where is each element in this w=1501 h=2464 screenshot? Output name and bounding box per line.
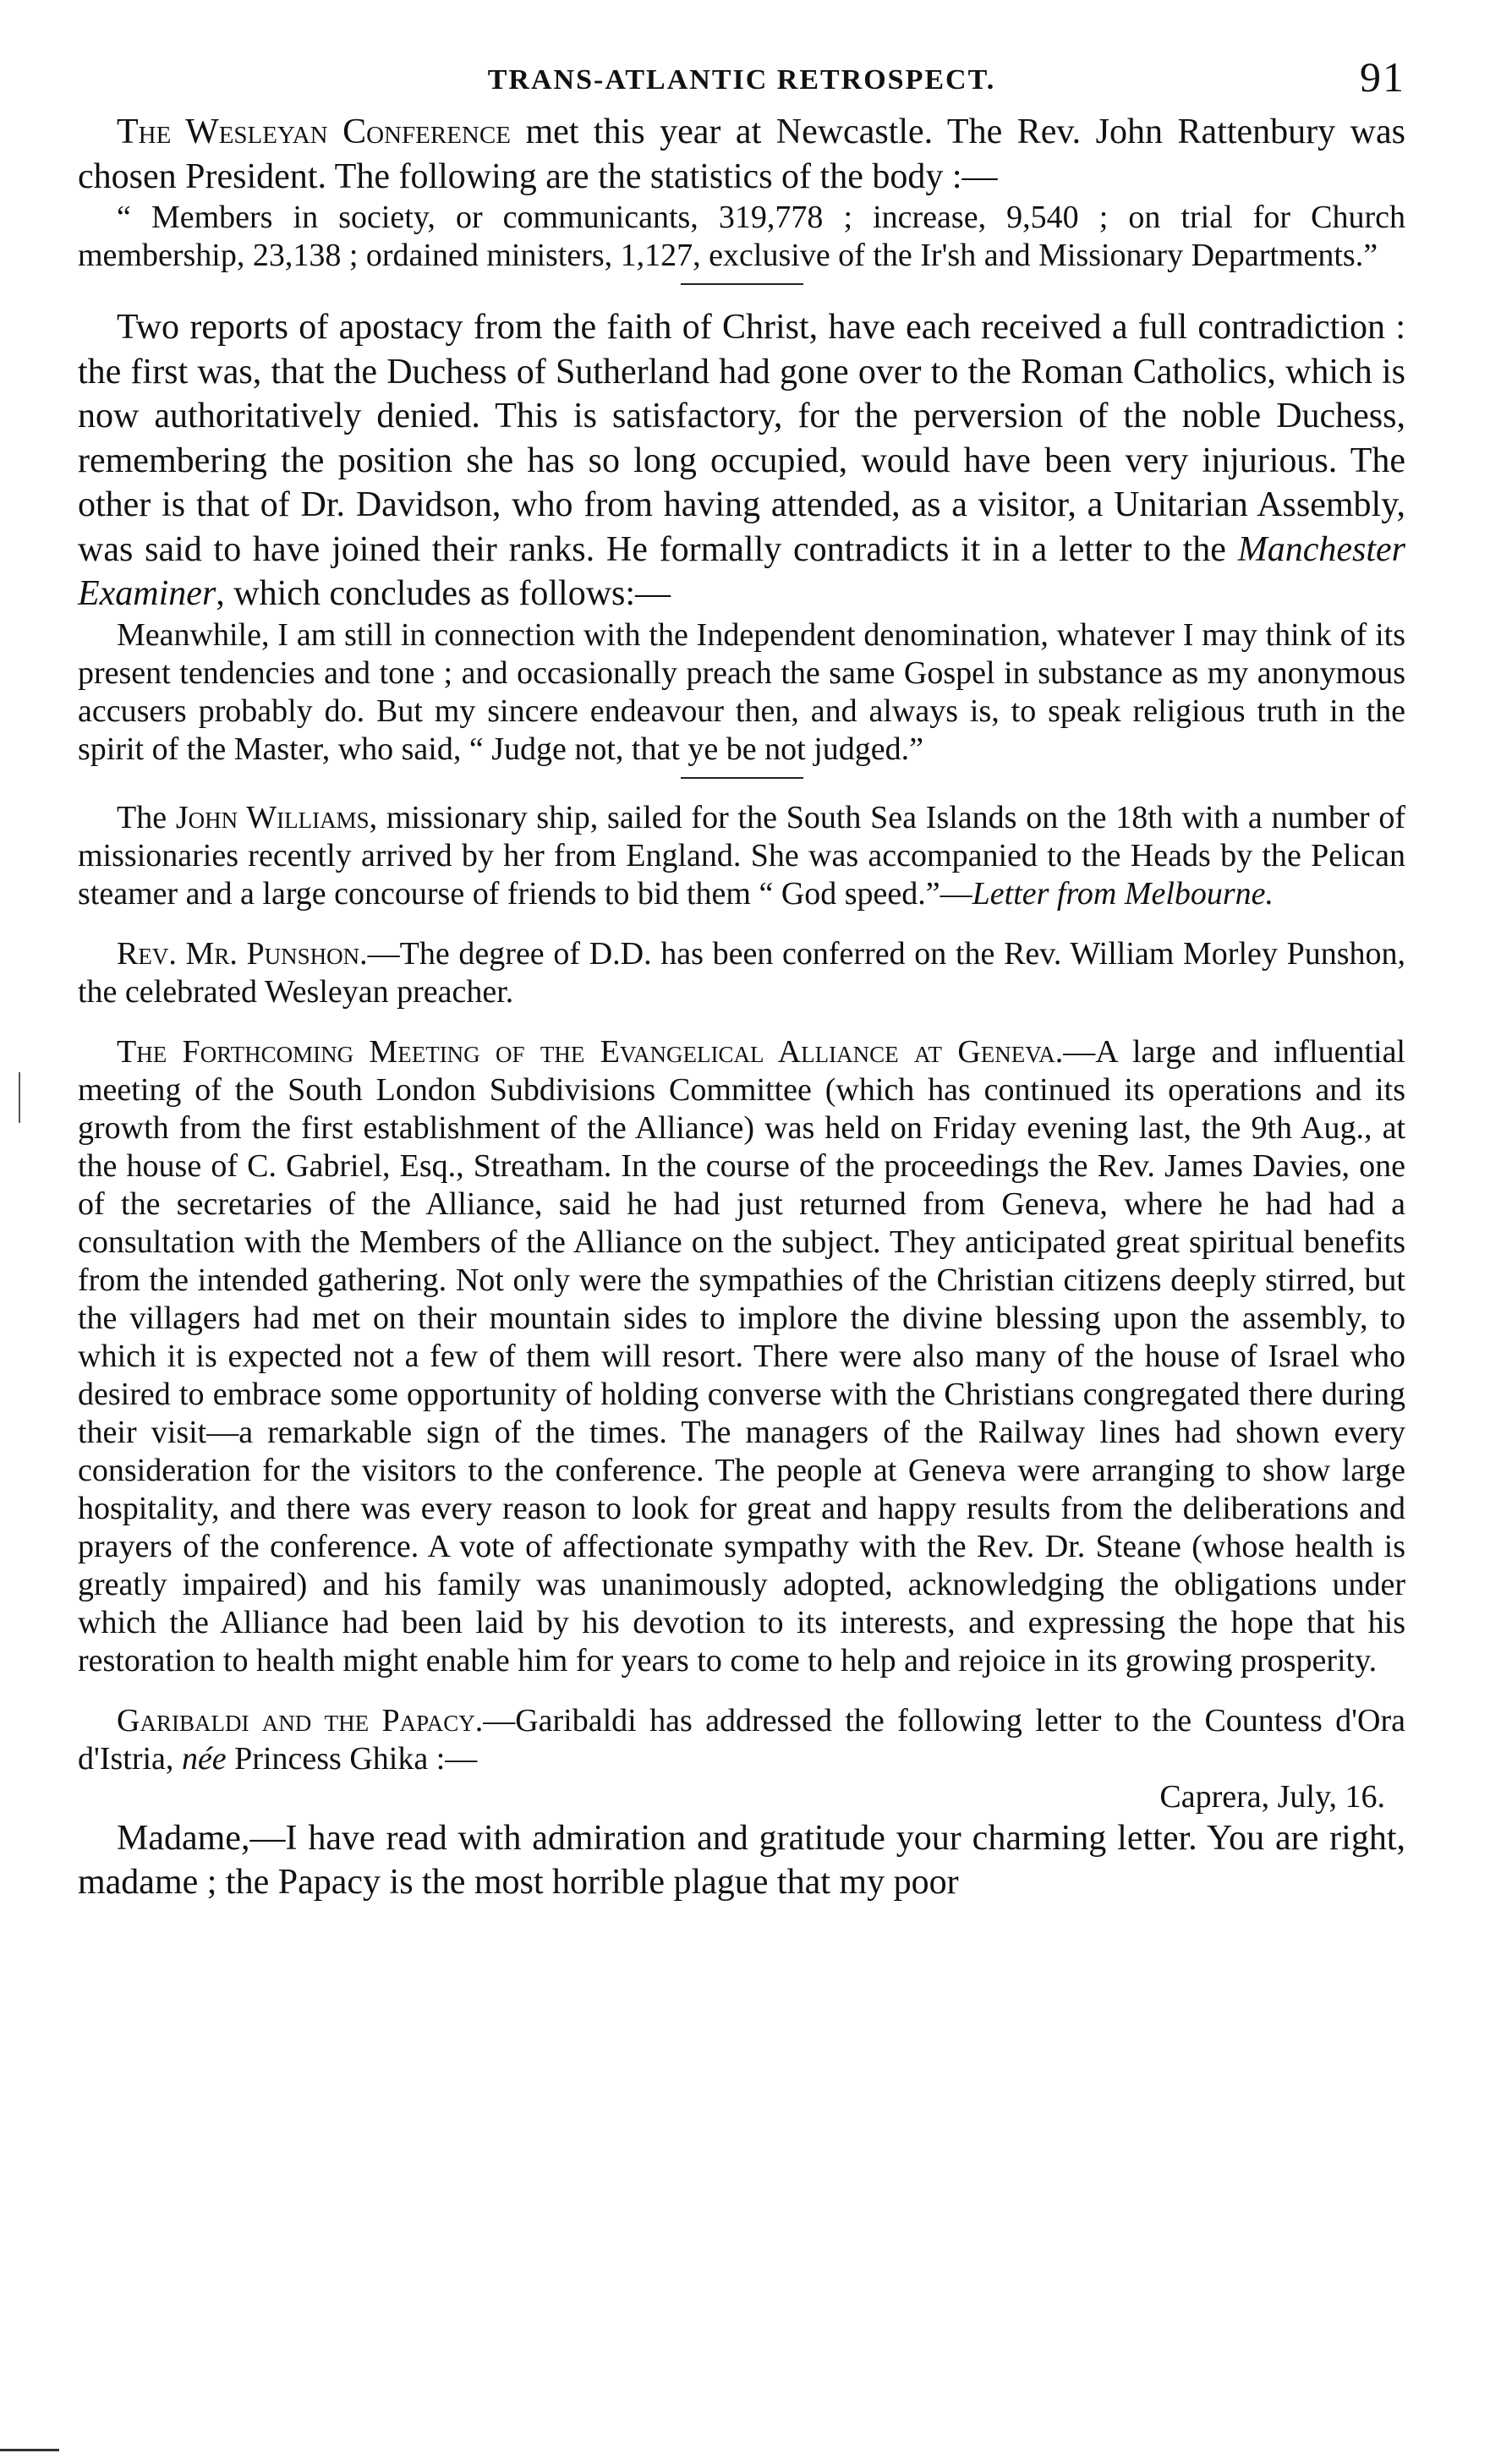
running-title: TRANS-ATLANTIC RETROSPECT. bbox=[487, 64, 996, 96]
apostacy-paragraph bbox=[78, 305, 1405, 616]
section-rule bbox=[681, 283, 803, 285]
letter-source: Letter from Melbourne. bbox=[972, 875, 1274, 912]
scan-edge-mark bbox=[0, 2449, 59, 2451]
punshon-heading: Rev. Mr. Punshon. bbox=[117, 935, 368, 972]
geneva-paragraph bbox=[78, 1033, 1405, 1680]
john-williams-text: , missionary ship, sailed for the South Sea Islands on the 18th with a number of missionaries recently arrived by her from England. She was accompanied to the Heads by the Pelican steamer and a large concourse of friends to bid them “ God speed.”— bbox=[78, 799, 1406, 912]
spacer bbox=[78, 913, 1405, 935]
apostacy-text-2: , which concludes as follows:— bbox=[216, 574, 671, 613]
wesleyan-statistics-quote: “ Members in society, or communicants, 319,778 ; increase, 9,540 ; on trial for Church membership, 23,138 ; ordained ministers, 1,127, exclusive of the Ir'sh and Missionary Departments.” bbox=[78, 200, 1405, 273]
apostacy-text-1: Two reports of apostacy from the faith of Christ, have each received a full contradiction : the first was, that the Duchess of Sutherland had gone over to the Roman Catholics, which is now authoritatively denied. This is satisfactory, for the perversion of the noble Duchess, remembering the position she has so long occupied, would have been very injurious. The other is that of Dr. Davidson, who from having attended, as a visitor, a Unitarian Assembly, was said to have joined their ranks. He formally contradicts it in a letter to the bbox=[78, 308, 1405, 569]
section-rule bbox=[681, 777, 803, 779]
spacer bbox=[78, 1011, 1405, 1033]
punshon-paragraph bbox=[78, 935, 1405, 1011]
john-williams-paragraph bbox=[78, 799, 1405, 913]
wesleyan-heading: The Wesleyan Conference bbox=[117, 112, 511, 151]
davidson-quote: Meanwhile, I am still in connection with the Independent denomination, whatever I may think of its present tendencies and tone ; and occasionally preach the same Gospel in substance as my anonymous accusers probably do. But my sincere endeavour then, and always is, to speak religious truth in the spirit of the Master, who said, “ Judge not, that ye be not judged.” bbox=[78, 616, 1405, 767]
margin-mark bbox=[19, 1072, 20, 1123]
newspaper-title: Manchester Examiner bbox=[78, 529, 1405, 613]
garibaldi-letter: Madame,—I have read with admiration and gratitude your charming letter. You are right, madame ; the Papacy is the most horrible plague that my poor bbox=[78, 1818, 1405, 1902]
letter-dateline: Caprera, July, 16. bbox=[1159, 1778, 1385, 1815]
john-williams-prefix: The bbox=[117, 799, 176, 835]
garibaldi-text-2: Princess Ghika :— bbox=[226, 1740, 478, 1777]
page-number: 91 bbox=[1360, 53, 1405, 101]
garibaldi-heading: Garibaldi and the Papacy. bbox=[117, 1702, 484, 1738]
garibaldi-paragraph bbox=[78, 1702, 1405, 1778]
nee-word: née bbox=[181, 1740, 227, 1777]
punshon-text: —The degree of D.D. has been conferred on the Rev. William Morley Punshon, the celebrated Wesleyan preacher. bbox=[78, 935, 1405, 1010]
ship-name: John Williams bbox=[175, 799, 370, 835]
wesleyan-text: met this year at Newcastle. The Rev. John Rattenbury was chosen President. The following are the statistics of the body :— bbox=[78, 112, 1405, 196]
garibaldi-text: —Garibaldi has addressed the following letter to the Countess d'Ora d'Istria, bbox=[78, 1702, 1405, 1777]
running-head bbox=[78, 51, 1405, 110]
geneva-text: —A large and influential meeting of the South London Subdivisions Committee (which has continued its operations and its growth from the first establishment of the Alliance) was held on Friday evening last, the 9th Aug., at the house of C. Gabriel, Esq., Streatham. In the course of the proceedings the Rev. James Davies, one of the secretaries of the Alliance, said he had just returned from Geneva, where he had had a consultation with the Members of the Alliance on the subject. They anticipated great spiritual benefits from the intended gathering. Not only were the sympathies of the Christian citizens deeply stirred, but the villagers had met on their mountain sides to implore the divine blessing upon the assembly, to which it is expected not a few of them will resort. There were also many of the house of Israel who desired to embrace some opportunity of holding converse with the Christians congregated there during their visit—a remarkable sign of the times. The managers of the Railway lines had shown every consideration for the visitors to the conference. The people at Geneva were arranging to show large hospitality, and there was every reason to look for great and happy results from the deliberations and prayers of the conference. A vote of affectionate sympathy with the Rev. Dr. Steane (whose health is greatly impaired) and his family was unanimously adopted, acknowledging the obligations under which the Alliance had been laid by his devotion to its interests, and expressing the hope that his restoration to health might enable him for years to come to help and rejoice in its growing prosperity. bbox=[78, 1033, 1405, 1678]
spacer bbox=[78, 1680, 1405, 1702]
geneva-heading: The Forthcoming Meeting of the Evangelical Alliance at Geneva. bbox=[117, 1033, 1064, 1070]
wesleyan-paragraph bbox=[78, 110, 1405, 199]
page bbox=[78, 51, 1405, 1905]
